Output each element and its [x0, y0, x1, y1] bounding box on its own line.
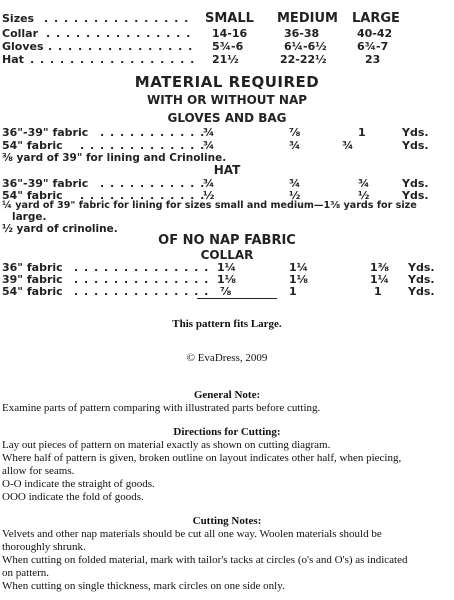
- cell-large: 1: [374, 285, 382, 298]
- cell-medium: ¾: [289, 177, 301, 190]
- directions-line: allow for seams.: [2, 465, 75, 477]
- general-note-heading: General Note:: [193, 389, 261, 401]
- directions-line: Where half of pattern is given, broken outline on layout indicates other half, when piecing,: [2, 452, 402, 464]
- leader-dots: . . . . . . . . . . .: [100, 126, 206, 139]
- directions-line: O-O indicate the straight of goods.: [2, 478, 155, 490]
- row-label: Sizes: [2, 12, 35, 25]
- cell-small: 5¾-6: [212, 40, 244, 53]
- row-label: 54" fabric: [2, 285, 63, 298]
- cell-large: ¾: [342, 139, 354, 152]
- cell-small: ¾: [203, 139, 215, 152]
- cell-medium: ½: [289, 189, 301, 202]
- lining-note: ⅜ yard of 39" for lining and Crinoline.: [2, 152, 227, 164]
- directions-heading: Directions for Cutting:: [173, 426, 281, 438]
- hat-row: [0, 53, 454, 66]
- fabric-row: [0, 139, 454, 152]
- row-label: 54" fabric: [2, 139, 63, 152]
- directions-line: Lay out pieces of pattern on material exactly as shown on cutting diagram.: [2, 439, 331, 451]
- unit-label: Yds.: [408, 261, 435, 274]
- leader-dots: . . . . . . . . . . . . .: [80, 189, 206, 202]
- cell-medium: 36-38: [284, 27, 320, 40]
- row-label: Gloves: [2, 40, 44, 53]
- cell-large: 23: [365, 53, 381, 66]
- cutting-notes-line: When cutting on folded material, mark with tailor's tacks at circles (o's and O's) as indicated: [2, 554, 408, 566]
- gloves-row: [0, 40, 454, 53]
- hat-lining-note: ¼ yard of 39" fabric for lining for sizes small and medium—1⅜ yards for size: [2, 200, 417, 211]
- crinoline-note: ½ yard of crinoline.: [2, 223, 118, 235]
- cell-large: 1: [358, 126, 366, 139]
- hat-lining-note-cont: large.: [12, 211, 47, 223]
- leader-dots: . . . . . . . . . . . . . .: [74, 261, 210, 274]
- row-label: 36" fabric: [2, 261, 63, 274]
- cell-medium: 22-22½: [280, 53, 327, 66]
- no-nap-heading: OF NO NAP FABRIC: [158, 233, 296, 248]
- collar-row: [0, 27, 454, 40]
- cell-small: 1⅛: [217, 273, 237, 286]
- cell-medium: 6¼-6½: [284, 40, 327, 53]
- cell-medium: ⅞: [289, 126, 301, 139]
- fabric-row: [0, 285, 454, 298]
- leader-dots: . . . . . . . . . . . . .: [80, 139, 206, 152]
- row-label: Collar: [2, 27, 39, 40]
- cell-small: 14-16: [212, 27, 248, 40]
- leader-dots: . . . . . . . . . . . . . .: [74, 285, 210, 298]
- cutting-notes-heading: Cutting Notes:: [192, 515, 262, 527]
- cell-small: ⅞: [220, 285, 232, 298]
- fits-line: This pattern fits Large.: [172, 318, 282, 330]
- sizes-row: [0, 12, 454, 25]
- fabric-row: [0, 126, 454, 139]
- unit-label: Yds.: [402, 126, 429, 139]
- cell-medium: ¾: [289, 139, 301, 152]
- cell-large: ¾: [358, 177, 370, 190]
- cutting-notes-line: on pattern.: [2, 567, 50, 579]
- cell-large: 40-42: [357, 27, 393, 40]
- directions-line: OOO indicate the fold of goods.: [2, 491, 144, 503]
- cell-large: 1⅜: [370, 261, 390, 274]
- unit-label: Yds.: [408, 285, 435, 298]
- row-label: 54" fabric: [2, 189, 63, 202]
- row-label: 36"-39" fabric: [2, 177, 89, 190]
- unit-label: Yds.: [402, 189, 429, 202]
- cell-small: ¾: [203, 177, 215, 190]
- collar-heading: COLLAR: [200, 248, 254, 262]
- leader-dots: . . . . . . . . . . .: [100, 177, 206, 190]
- unit-label: Yds.: [402, 177, 429, 190]
- cutting-notes-line: Velvets and other nap materials should be cut all one way. Woolen materials should be: [2, 528, 382, 540]
- cell-small: 1¼: [217, 261, 237, 274]
- copyright: © EvaDress, 2009: [186, 352, 268, 364]
- cell-large: 1¼: [370, 273, 390, 286]
- cell-small: ¾: [203, 126, 215, 139]
- row-label: 39" fabric: [2, 273, 63, 286]
- cell-large: 6¾-7: [357, 40, 389, 53]
- header-medium: MEDIUM: [277, 11, 338, 26]
- leader-dots: . . . . . . . . . . . . . .: [74, 273, 210, 286]
- cell-large: ½: [358, 189, 370, 202]
- cutting-notes-line: When cutting on single thickness, mark circles on one side only.: [2, 580, 285, 592]
- cutting-notes-line: thoroughly shrunk.: [2, 541, 86, 553]
- unit-label: Yds.: [402, 139, 429, 152]
- leader-dots: . . . . . . . . . . . . . . .: [44, 12, 190, 25]
- leader-dots: . . . . . . . . . . . . . . .: [46, 27, 192, 40]
- cell-medium: 1⅛: [289, 273, 309, 286]
- header-small: SMALL: [205, 11, 254, 26]
- hat-heading: HAT: [213, 163, 241, 177]
- row-label: 36"-39" fabric: [2, 126, 89, 139]
- material-required-heading: MATERIAL REQUIRED: [134, 73, 320, 91]
- gloves-and-bag-heading: GLOVES AND BAG: [167, 111, 287, 125]
- leader-dots: . . . . . . . . . . . . . . . . .: [30, 53, 196, 66]
- general-note-text: Examine parts of pattern comparing with illustrated parts before cutting.: [2, 402, 321, 414]
- divider-rule: [197, 298, 277, 299]
- cell-small: 21½: [212, 53, 239, 66]
- unit-label: Yds.: [408, 273, 435, 286]
- row-label: Hat: [2, 53, 24, 66]
- cell-medium: 1: [289, 285, 297, 298]
- cell-medium: 1¼: [289, 261, 309, 274]
- cell-small: ½: [203, 189, 215, 202]
- with-or-without-nap-heading: WITH OR WITHOUT NAP: [146, 93, 308, 107]
- leader-dots: . . . . . . . . . . . . . . .: [48, 40, 194, 53]
- header-large: LARGE: [352, 11, 400, 26]
